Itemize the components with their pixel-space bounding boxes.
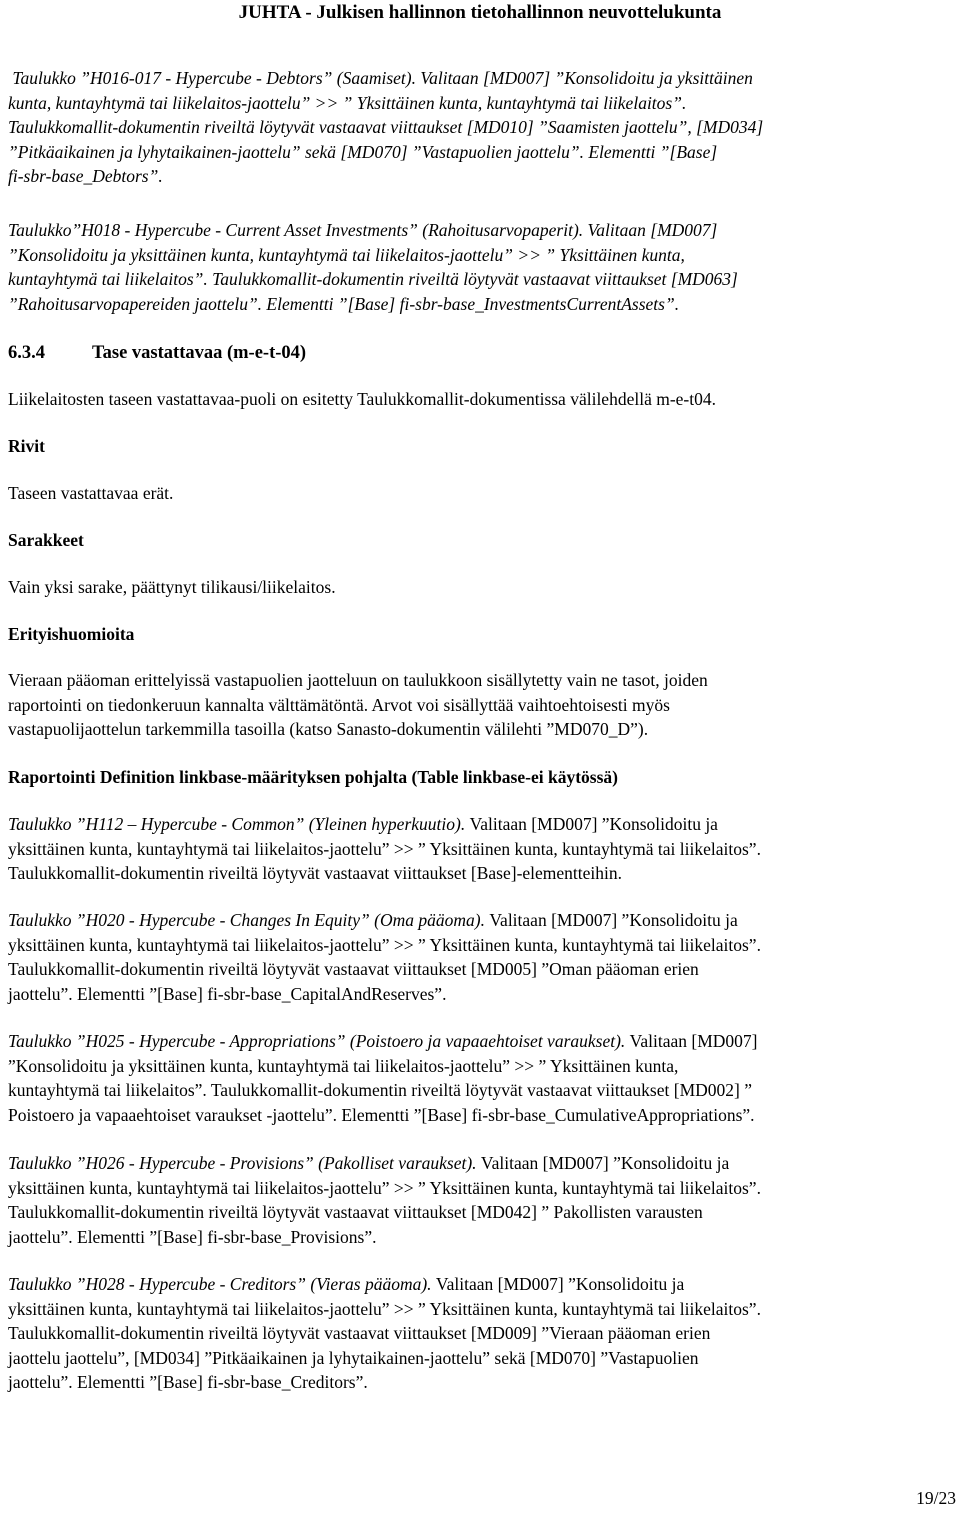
text-line: Taulukko ”H025 - Hypercube - Appropriations” (Poistoero ja vapaaehtoiset varaukset). Valitaan [MD007] [8,1031,758,1051]
text-line: Taulukkomallit-dokumentin riveiltä löytyvät vastaavat viittaukset [MD005] ”Oman pääoman erien [8,959,699,979]
text-line: kunta, kuntayhtymä tai liikelaitos-jaottelu” >> ” Yksittäinen kunta, kuntayhtymä tai liikelaitos”. [8,92,687,113]
text-line: jaottelu”. Elementti ”[Base] fi-sbr-base_Creditors”. [8,1372,368,1392]
text-line: Taulukko”H018 - Hypercube - Current Asset Investments” (Rahoitusarvopaperit). Valitaan [MD007] [8,220,718,240]
section-intro: Liikelaitosten taseen vastattavaa-puoli on esitetty Taulukkomallit-dokumentissa välilehdellä m-e-t04. [8,389,716,409]
text-line: Taulukkomallit-dokumentin riveiltä löytyvät vastaavat viittaukset [Base]-elementteihin. [8,863,623,883]
text-line: yksittäinen kunta, kuntayhtymä tai liikelaitos-jaottelu” >> ” Yksittäinen kunta, kuntayhtymä tai liikelaitos”. [8,934,761,955]
text-line: ”Konsolidoitu ja yksittäinen kunta, kuntayhtymä tai liikelaitos-jaottelu” >> ” Yksittäinen kunta, [8,244,685,265]
paragraph-h025 [8,1029,958,1127]
paragraph-h016-017 [8,66,958,189]
text-line: kuntayhtymä tai liikelaitos”. Taulukkomallit-dokumentin riveiltä löytyvät vastaavat viittaukset [MD063] [8,269,738,289]
text-line: fi-sbr-base_Debtors”. [8,166,163,186]
text-line: Taulukkomallit-dokumentin riveiltä löytyvät vastaavat viittaukset [MD009] ”Vieraan pääoman erien [8,1323,711,1343]
text-line: Taulukko ”H026 - Hypercube - Provisions” (Pakolliset varaukset). Valitaan [MD007] ”Konsolidoitu ja [8,1153,730,1173]
text-line: jaottelu jaottelu”, [MD034] ”Pitkäaikainen ja lyhytaikainen-jaottelu” sekä [MD070] ”Vastapuolien [8,1347,699,1368]
text-line: Taulukko ”H028 - Hypercube - Creditors” (Vieras pääoma). Valitaan [MD007] ”Konsolidoitu ja [8,1274,685,1294]
rivit-heading: Rivit [8,436,45,456]
erityishuomioita-heading: Erityishuomioita [8,624,135,644]
paragraph-h112 [8,812,958,886]
paragraph-h028 [8,1272,958,1395]
text-line: Taulukko ”H112 – Hypercube - Common” (Yleinen hyperkuutio). Valitaan [MD007] ”Konsolidoitu ja [8,814,718,834]
text-line: raportointi on tiedonkeruun kannalta välttämätöntä. Arvot voi sisällyttää vaihtoehtoisesti myös [8,694,670,715]
text-line: vastapuolijaottelun tarkemmilla tasoilla (katso Sanasto-dokumentin välilehti ”MD070_D”). [8,719,649,739]
sarakkeet-text: Vain yksi sarake, päättynyt tilikausi/liikelaitos. [8,577,336,597]
text-line: Poistoero ja vapaaehtoiset varaukset -jaottelu”. Elementti ”[Base] fi-sbr-base_CumulativeAppropriations”. [8,1104,755,1125]
page-number: 19/23 [916,1488,956,1508]
text-line: yksittäinen kunta, kuntayhtymä tai liikelaitos-jaottelu” >> ” Yksittäinen kunta, kuntayhtymä tai liikelaitos”. [8,1177,761,1198]
text-line: Taulukkomallit-dokumentin riveiltä löytyvät vastaavat viittaukset [MD042] ” Pakollisten varausten [8,1202,703,1222]
text-line: jaottelu”. Elementti ”[Base] fi-sbr-base_Provisions”. [8,1226,377,1247]
text-line: Vieraan pääoman erittelyissä vastapuolien jaotteluun on taulukkoon sisällytetty vain ne tasot, joiden [8,670,708,690]
text-line: jaottelu”. Elementti ”[Base] fi-sbr-base_CapitalAndReserves”. [8,983,447,1004]
paragraph-h020 [8,908,958,1006]
raportointi-heading: Raportointi Definition linkbase-määrityksen pohjalta (Table linkbase-ei käytössä) [8,767,618,787]
paragraph-h018 [8,218,958,316]
document-header: JUHTA - Julkisen hallinnon tietohallinnon neuvottelukunta [238,2,722,23]
section-heading [8,341,958,366]
text-line: kuntayhtymä tai liikelaitos”. Taulukkomallit-dokumentin riveiltä löytyvät vastaavat viittaukset [MD002] ” [8,1080,752,1100]
text-line: Taulukko ”H016-017 - Hypercube - Debtors” (Saamiset). Valitaan [MD007] ”Konsolidoitu ja yksittäinen [8,68,753,88]
sarakkeet-heading: Sarakkeet [8,530,84,550]
text-line: Taulukko ”H020 - Hypercube - Changes In Equity” (Oma pääoma). Valitaan [MD007] ”Konsolidoitu ja [8,910,738,930]
erityishuomioita-paragraph [8,668,958,742]
section-number: 6.3.4 [8,343,45,363]
rivit-text: Taseen vastattavaa erät. [8,483,174,503]
text-line: yksittäinen kunta, kuntayhtymä tai liikelaitos-jaottelu” >> ” Yksittäinen kunta, kuntayhtymä tai liikelaitos”. [8,1298,761,1319]
text-line: ”Rahoitusarvopapereiden jaottelu”. Elementti ”[Base] fi-sbr-base_InvestmentsCurrentAssets”. [8,293,680,314]
text-line: ”Konsolidoitu ja yksittäinen kunta, kuntayhtymä tai liikelaitos-jaottelu” >> ” Yksittäinen kunta, [8,1055,679,1076]
section-title: Tase vastattavaa (m-e-t-04) [92,343,307,363]
text-line: Taulukkomallit-dokumentin riveiltä löytyvät vastaavat viittaukset [MD010] ”Saamisten jaottelu”, [MD034] [8,117,764,137]
text-line: ”Pitkäaikainen ja lyhytaikainen-jaottelu” sekä [MD070] ”Vastapuolien jaottelu”. Elementti ”[Base] [8,141,718,162]
paragraph-h026 [8,1151,958,1249]
text-line: yksittäinen kunta, kuntayhtymä tai liikelaitos-jaottelu” >> ” Yksittäinen kunta, kuntayhtymä tai liikelaitos”. [8,838,761,859]
